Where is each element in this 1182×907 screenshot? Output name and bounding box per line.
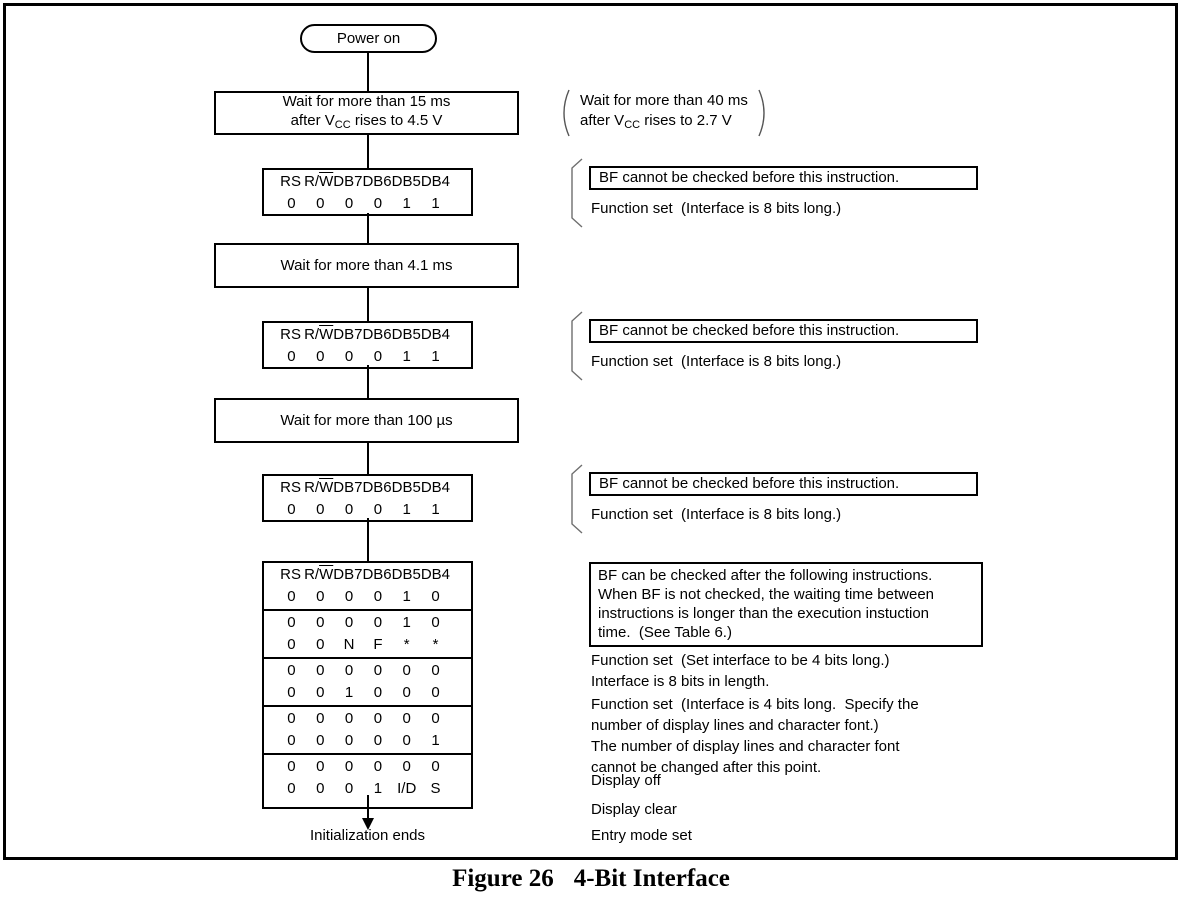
function-set-command-box-3 xyxy=(262,474,473,522)
table-section xyxy=(264,609,471,657)
function-set-command-box-1 xyxy=(262,168,473,216)
wait-box-line: Wait for more than 15 ms xyxy=(282,92,451,110)
bit-cell: 0 xyxy=(431,614,440,631)
bit-cell: 1 xyxy=(344,684,354,701)
text-line: Function set (Set interface to be 4 bits long.) xyxy=(591,652,890,669)
bit-cell: DB7 xyxy=(333,479,363,496)
bf-cannot-note-box: BF cannot be checked before this instruction. xyxy=(589,472,978,496)
display-off-note: Display off xyxy=(591,772,661,789)
wait-15ms-box xyxy=(214,91,519,135)
bit-cell: RS xyxy=(280,173,301,190)
overline-w: $\overline{W}$ xyxy=(319,479,334,496)
left-bracket-icon xyxy=(566,158,584,228)
bit-cell: 0 xyxy=(287,636,296,653)
bit-cell: 0 xyxy=(287,684,296,701)
bit-cell: 0 xyxy=(287,501,296,518)
bit-cell: DB4 xyxy=(420,326,450,343)
right-paren-icon xyxy=(757,89,771,137)
text-line: cannot be changed after this point. xyxy=(591,759,822,776)
bit-cell: * xyxy=(432,636,439,653)
left-bracket-icon xyxy=(566,464,584,534)
bit-cell: $R/\overline{W}$ xyxy=(304,173,334,190)
text-line: The number of display lines and character font xyxy=(591,738,900,755)
bit-cell: 1 xyxy=(431,732,440,749)
bit-cell: 1 xyxy=(402,614,411,631)
bit-cell: 0 xyxy=(373,758,383,775)
bit-value-row xyxy=(264,730,471,752)
bit-cell: DB4 xyxy=(420,566,450,583)
bit-cell: DB7 xyxy=(333,566,363,583)
left-bracket-icon xyxy=(566,311,584,381)
table-section xyxy=(264,753,471,807)
wait-box-line xyxy=(291,111,443,135)
bit-cell: 1 xyxy=(431,195,440,212)
connector-line xyxy=(367,442,369,475)
bit-cell: 0 xyxy=(431,588,440,605)
wait-box-line: Wait for more than 4.1 ms xyxy=(280,257,453,274)
bit-cell: 1 xyxy=(402,348,411,365)
bit-cell: 0 xyxy=(373,684,383,701)
bit-cell: N xyxy=(343,636,355,653)
bit-cell: 1 xyxy=(373,780,383,797)
bit-header-row xyxy=(264,564,471,586)
bit-cell: 0 xyxy=(373,614,383,631)
function-set-command-box-2 xyxy=(262,321,473,369)
bit-cell: 0 xyxy=(316,614,325,631)
initialization-ends-label: Initialization ends xyxy=(309,827,426,844)
function-set-note: Function set (Interface is 8 bits long.) xyxy=(591,506,842,523)
bit-header-row xyxy=(264,324,471,346)
display-clear-note: Display clear xyxy=(591,801,677,818)
bit-header-row xyxy=(264,477,471,499)
wait-4ms-box xyxy=(214,243,519,288)
bit-cell: 0 xyxy=(344,758,354,775)
connector-line xyxy=(367,365,369,399)
bit-cell: 0 xyxy=(373,710,383,727)
text-line: When BF is not checked, the waiting time between xyxy=(598,586,935,603)
bit-cell: 0 xyxy=(373,732,383,749)
bit-cell: 0 xyxy=(402,758,411,775)
wait-40ms-line: Wait for more than 40 ms xyxy=(580,92,748,109)
vcc-subscript: CC xyxy=(334,118,351,131)
bit-cell: $R/\overline{W}$ xyxy=(304,566,334,583)
bit-cell: 0 xyxy=(316,636,325,653)
bit-cell: 0 xyxy=(316,195,325,212)
bit-cell: 1 xyxy=(402,501,411,518)
bf-cannot-note-box: BF cannot be checked before this instruction. xyxy=(589,166,978,190)
text-line: instructions is longer than the execution instuction xyxy=(598,605,930,622)
bit-cell: 0 xyxy=(344,732,354,749)
bit-cell: 0 xyxy=(373,662,383,679)
bit-cell: 0 xyxy=(316,684,325,701)
bit-value-row xyxy=(264,499,471,521)
bit-cell: * xyxy=(403,636,410,653)
bit-cell: DB5 xyxy=(391,479,421,496)
connector-line xyxy=(367,213,369,244)
bit-cell: DB5 xyxy=(391,326,421,343)
vcc-text: after V xyxy=(290,111,335,129)
bit-cell: 0 xyxy=(402,710,411,727)
vcc-text: after V xyxy=(580,112,625,129)
bit-cell: DB6 xyxy=(362,566,392,583)
bf-note-group-2 xyxy=(558,311,982,389)
bit-value-row xyxy=(264,682,471,704)
bit-cell: 0 xyxy=(402,732,411,749)
bit-cell: 0 xyxy=(373,195,383,212)
text-line: BF can be checked after the following instructions. xyxy=(598,567,933,584)
function-set-4bit-note-1 xyxy=(591,650,890,692)
bit-cell: RS xyxy=(280,479,301,496)
bit-cell: RS xyxy=(280,566,301,583)
bit-cell: 0 xyxy=(316,758,325,775)
bit-cell: $R/\overline{W}$ xyxy=(304,479,334,496)
bit-value-row xyxy=(264,586,471,608)
bit-cell: 0 xyxy=(402,684,411,701)
wait-40ms-text xyxy=(571,91,757,135)
figure-border xyxy=(3,3,1178,860)
table-section xyxy=(264,705,471,753)
connector-line xyxy=(367,287,369,322)
bit-header-row xyxy=(264,171,471,193)
bit-cell: 0 xyxy=(287,780,296,797)
power-on-label: Power on xyxy=(336,30,401,47)
bit-cell: DB4 xyxy=(420,173,450,190)
wait-100us-box xyxy=(214,398,519,443)
connector-line xyxy=(367,518,369,562)
bit-value-row xyxy=(264,346,471,368)
bit-cell: 0 xyxy=(344,780,354,797)
bit-cell: 0 xyxy=(316,588,325,605)
bit-cell: 1 xyxy=(431,348,440,365)
function-set-note: Function set (Interface is 8 bits long.) xyxy=(591,200,842,217)
wait-box-line: Wait for more than 100 µs xyxy=(280,412,453,429)
bit-cell: 0 xyxy=(373,501,383,518)
bf-note-group-1 xyxy=(558,158,982,236)
bit-cell: 1 xyxy=(402,588,411,605)
bit-cell: 0 xyxy=(287,758,296,775)
bit-cell: 0 xyxy=(373,588,383,605)
vcc-text: rises to 4.5 V xyxy=(350,111,443,129)
bit-cell: 0 xyxy=(344,662,354,679)
bit-cell: DB5 xyxy=(391,566,421,583)
bit-cell: 0 xyxy=(402,662,411,679)
left-paren-icon xyxy=(557,89,571,137)
bit-cell: 0 xyxy=(344,614,354,631)
bit-cell: 0 xyxy=(431,684,440,701)
bit-cell: 0 xyxy=(344,195,354,212)
bf-can-be-checked-note-box xyxy=(589,562,983,647)
text-line: time. (See Table 6.) xyxy=(598,624,732,641)
table-section xyxy=(264,563,471,609)
bit-cell: 0 xyxy=(316,348,325,365)
function-set-4bit-note-2 xyxy=(591,694,919,778)
bit-value-row xyxy=(264,708,471,730)
bit-cell: 0 xyxy=(344,588,354,605)
bit-cell: DB7 xyxy=(333,326,363,343)
bit-cell: 0 xyxy=(316,732,325,749)
power-on-terminal xyxy=(300,24,437,53)
bit-cell: 0 xyxy=(316,780,325,797)
overline-w: $\overline{W}$ xyxy=(319,566,334,583)
bit-value-row xyxy=(264,193,471,215)
figure-caption xyxy=(0,865,1182,893)
bit-cell: DB7 xyxy=(333,173,363,190)
bit-value-row xyxy=(264,612,471,634)
bit-cell: 0 xyxy=(287,732,296,749)
bit-value-row xyxy=(264,634,471,656)
bit-cell: 0 xyxy=(344,501,354,518)
bf-cannot-note-box: BF cannot be checked before this instruction. xyxy=(589,319,978,343)
bit-cell: 0 xyxy=(287,588,296,605)
overline-w: $\overline{W}$ xyxy=(319,326,334,343)
bit-cell: 0 xyxy=(344,348,354,365)
bit-cell: DB6 xyxy=(362,326,392,343)
text-line: Interface is 8 bits in length. xyxy=(591,673,770,690)
text-line: number of display lines and character font.) xyxy=(591,717,879,734)
bit-cell: DB6 xyxy=(362,173,392,190)
vcc-subscript: CC xyxy=(624,119,641,131)
bit-cell: 0 xyxy=(431,710,440,727)
bit-value-row xyxy=(264,756,471,778)
connector-line xyxy=(367,135,369,169)
bit-cell: 0 xyxy=(316,662,325,679)
bit-value-row xyxy=(264,660,471,682)
bit-cell: 1 xyxy=(402,195,411,212)
bit-cell: 0 xyxy=(287,662,296,679)
bit-cell: 0 xyxy=(316,501,325,518)
bit-cell: 0 xyxy=(373,348,383,365)
bit-cell: F xyxy=(373,636,383,653)
bit-cell: DB5 xyxy=(391,173,421,190)
wait-40ms-line xyxy=(580,111,748,135)
figure-caption-number: Figure 26 xyxy=(452,865,554,892)
bit-cell: 1 xyxy=(431,501,440,518)
figure-caption-title: 4-Bit Interface xyxy=(573,865,730,892)
overline-w: $\overline{W}$ xyxy=(319,173,334,190)
bit-cell: 0 xyxy=(287,614,296,631)
bit-cell: 0 xyxy=(287,348,296,365)
bit-cell: I/D xyxy=(397,780,417,797)
bit-cell: DB6 xyxy=(362,479,392,496)
bit-cell: 0 xyxy=(287,195,296,212)
bit-cell: 0 xyxy=(316,710,325,727)
entry-mode-set-note: Entry mode set xyxy=(591,827,692,844)
bf-note-group-3 xyxy=(558,464,982,542)
bit-cell: $R/\overline{W}$ xyxy=(304,326,334,343)
wait-40ms-side-note xyxy=(557,89,771,137)
bit-value-row xyxy=(264,778,471,800)
final-command-table xyxy=(262,561,473,809)
function-set-note: Function set (Interface is 8 bits long.) xyxy=(591,353,842,370)
connector-line xyxy=(367,53,369,91)
bit-cell: 0 xyxy=(431,758,440,775)
text-line: Function set (Interface is 4 bits long. Specify the xyxy=(591,696,919,713)
bit-cell: 0 xyxy=(287,710,296,727)
vcc-text: rises to 2.7 V xyxy=(640,112,732,129)
bit-cell: DB4 xyxy=(420,479,450,496)
bit-cell: S xyxy=(430,780,441,797)
bit-cell: 0 xyxy=(431,662,440,679)
table-section xyxy=(264,657,471,705)
bit-cell: RS xyxy=(280,326,301,343)
bit-cell: 0 xyxy=(344,710,354,727)
